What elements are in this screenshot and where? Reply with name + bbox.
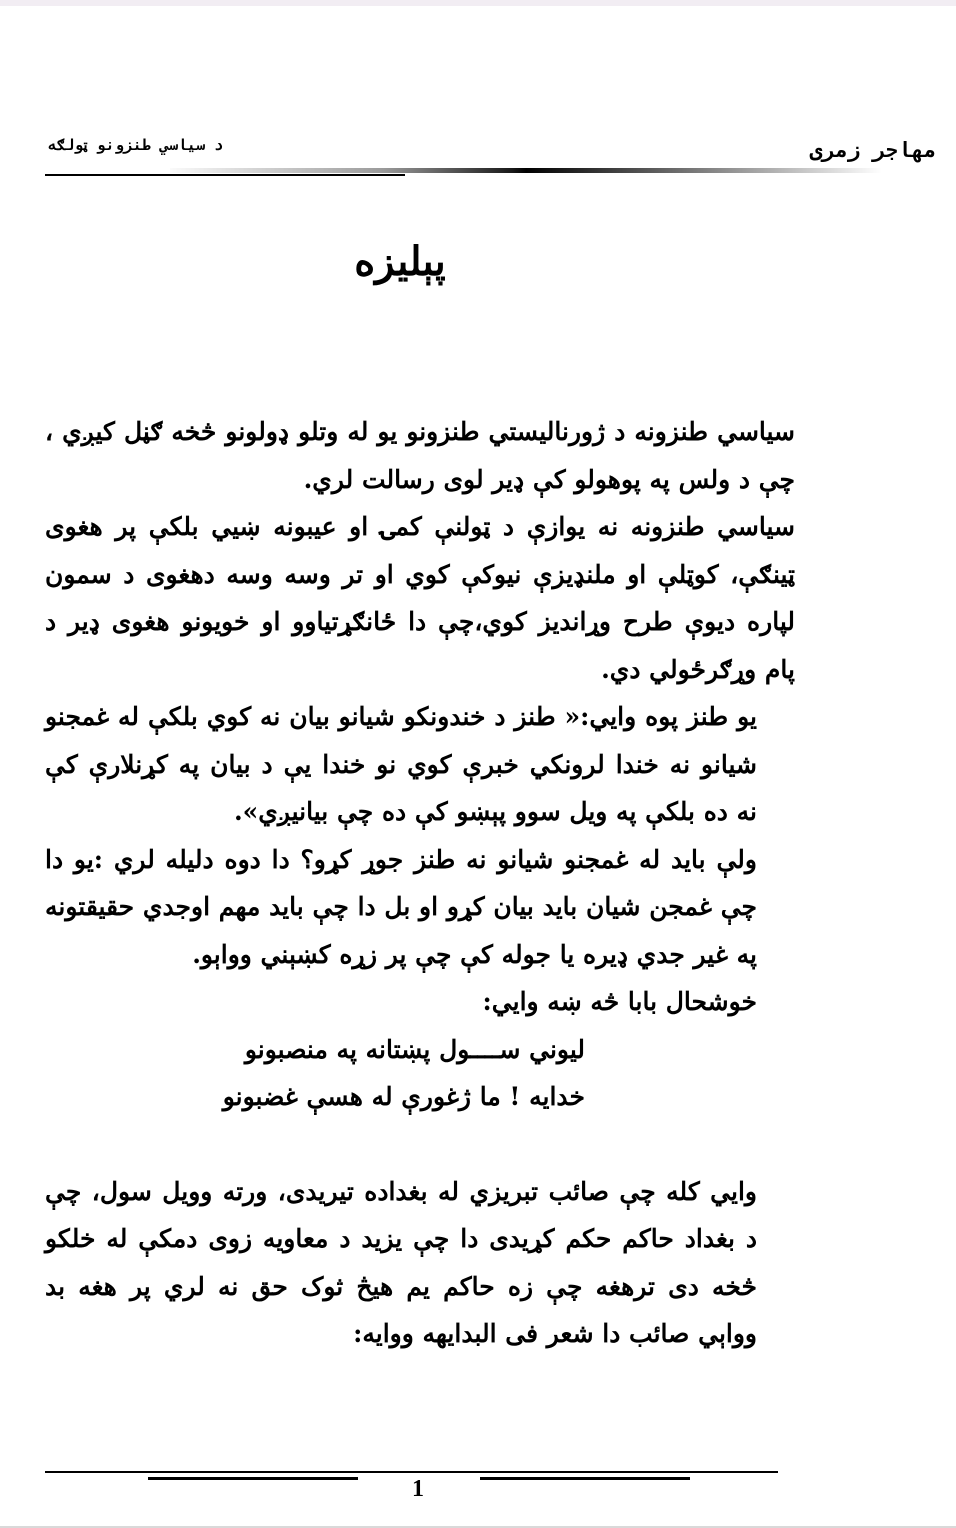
footer-rule (45, 1471, 778, 1473)
poem-line: لیوني ســــول پښتانه په منصبونو (244, 1034, 585, 1064)
footer-rule-right (480, 1477, 690, 1480)
running-header-book-title: د سیاسي طنزونو ټولګه (48, 136, 224, 154)
paragraph: یو طنز پوه وایي:« طنز د خندونکو شیانو بیان نه کوي بلکې له غمجنو شیانو نه خندا لرونکي خبرې کوي نو خندا یې د بیان په کړنلارې کې نه ده بلکې په ویل سوو پېښو کې ده چې بیانیږي». (45, 702, 757, 826)
body-text (45, 408, 795, 1358)
page-number: 1 (412, 1476, 424, 1502)
poem-intro: خوشحال بابا څه ښه وایي: (482, 987, 757, 1016)
paragraph: ولې باید له غمجنو شیانو نه طنز جوړ کړو؟ دا دوه دلیله لري :یو دا چې غمجن شیان باید بیان کړو او بل دا چې باید مهم اوجدي حقیقتونه په غیر جدي ډیره یا جوله کې چې پر زړه کښېني وواېو. (45, 844, 757, 969)
page-title: پېلیزه (354, 238, 446, 285)
header-rule (45, 174, 405, 176)
footer-rule-left (148, 1477, 358, 1480)
running-header-author: مهاجر زمری (809, 138, 936, 162)
paragraph: وایي کله چې صائب تبریزي له بغداده تیریدی، ورته وویل سول، چې د بغداد حاکم حکم کړیدی دا چې یزید د معاویه زوی دمکې له خلکو څخه دی ترهغه چې زه حاکم یم هیڅ ثوک حق نه لري پر هغه بد وواېي صائب دا شعر فی البدایهه ووایه: (45, 1176, 757, 1348)
paragraph: سیاسي طنزونه د ژورنالیستي طنزونو یو له وتلو ډولونو څخه ګڼل کیږي ، چې د ولس په پوهولو کې ډیر لوی رسالت لري. (45, 417, 795, 494)
poem-line: خدایه ! ما ژغورې له هسې غضبونو (222, 1082, 585, 1111)
spacer (45, 1121, 795, 1168)
header-gradient-rule (170, 168, 882, 173)
paragraph: سیاسي طنزونه نه یوازې د ټولنې کمۍ او عیبونه ښیي بلکې پر هغوی ټینګې، کوټلې او ملنډیزې نیوکې کوي او تر وسه وسه دهغوی د سمون لپاره دیوې طرح وړاندیز کوي،چې دا ځانګړتیاوو او خویونو هغوی ډیر د پام وړګرځولي دي. (45, 512, 795, 684)
viewer-top-strip (0, 0, 956, 6)
